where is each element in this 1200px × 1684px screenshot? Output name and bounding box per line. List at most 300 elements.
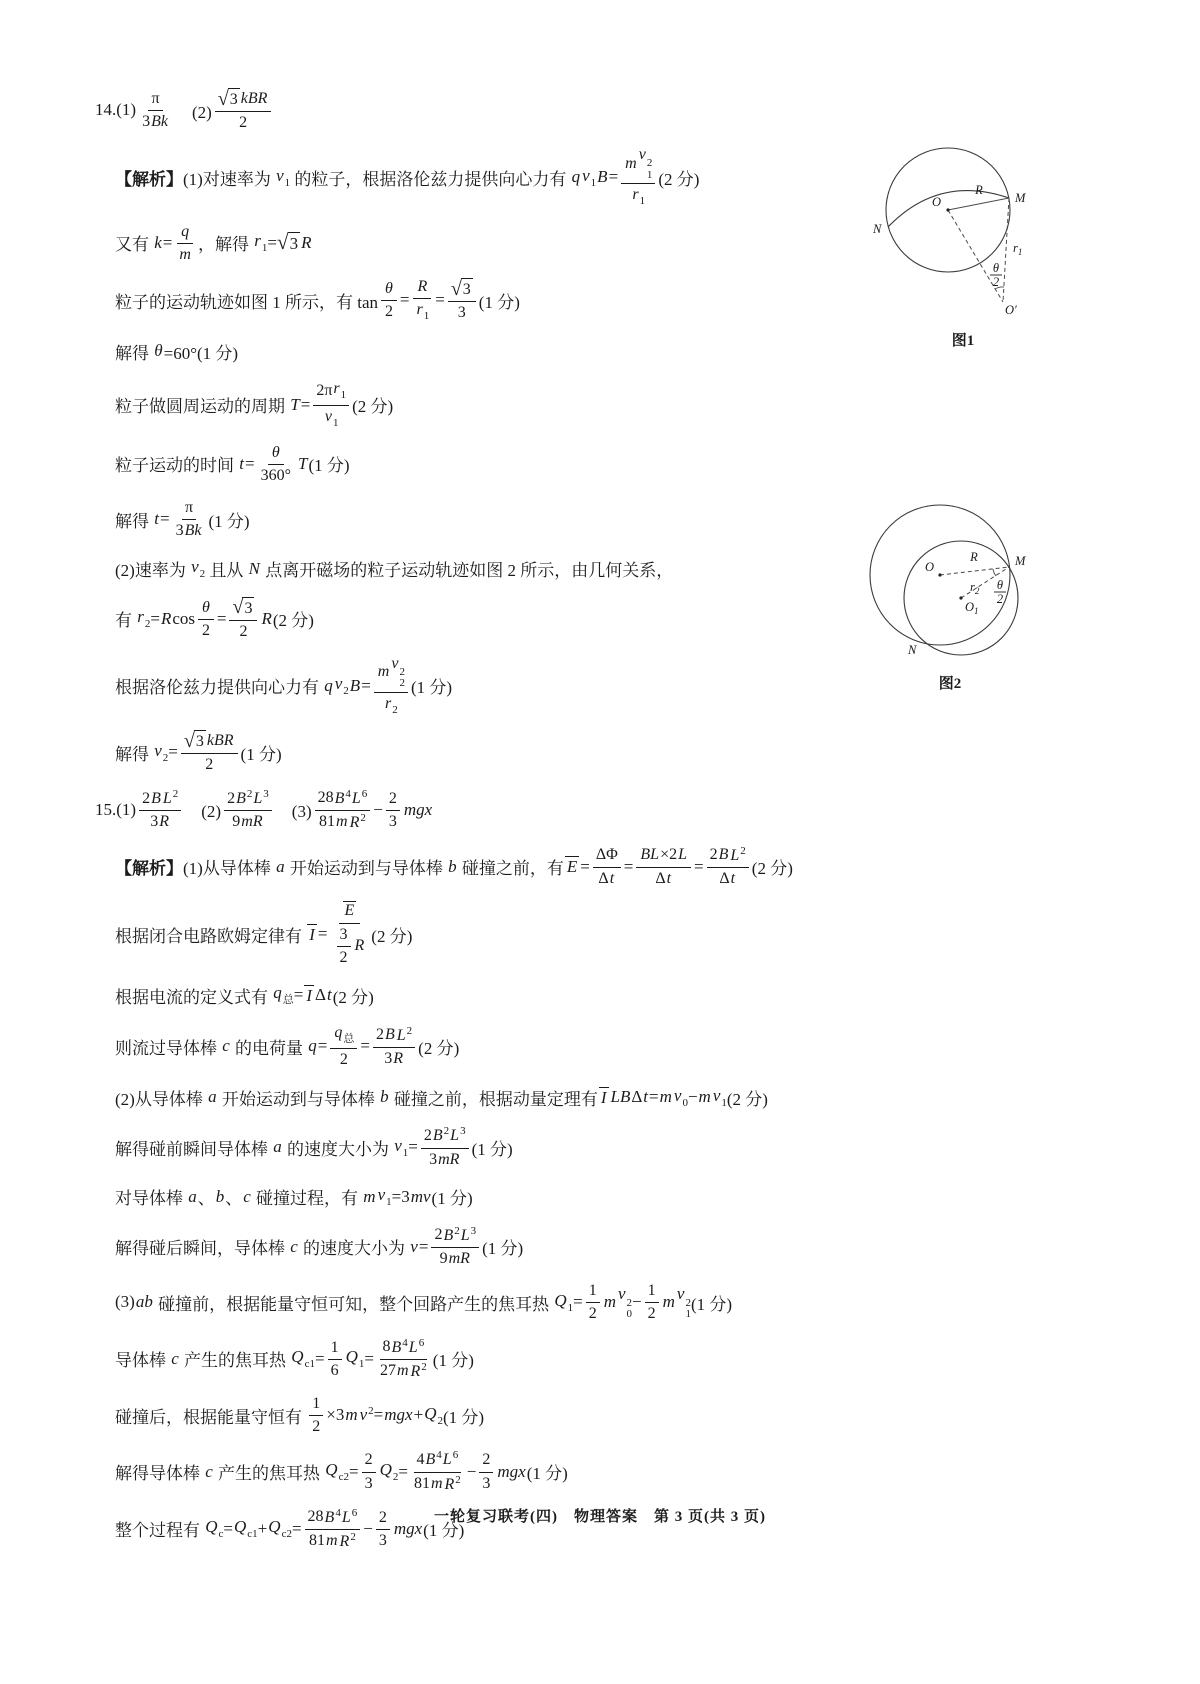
text-run: (2) (174, 102, 212, 122)
fraction (315, 788, 371, 832)
label-two: 2 (992, 275, 1000, 289)
text-run: 碰撞过程，有 (251, 1189, 363, 1209)
text-run: 3 (462, 281, 471, 299)
variable: mR (241, 813, 263, 831)
variable-superscript: $L^2$ (730, 844, 746, 864)
variable-superscript: $L^2$ (396, 1024, 413, 1044)
text-run: 2 (339, 1051, 348, 1069)
text-run: (1)对速率为 (183, 169, 276, 189)
fraction (636, 845, 691, 887)
fraction (412, 277, 432, 323)
text-run: 3 (195, 733, 204, 751)
variable-subscript: $v_0$ (673, 1085, 688, 1109)
variable-superscript: $B^2$ (443, 1224, 460, 1244)
text-run: 3 (457, 304, 466, 322)
variable-subscript: $v_1$ (582, 165, 597, 189)
variable: m (336, 813, 348, 831)
label-N: N (908, 643, 917, 657)
solution-line (115, 222, 895, 264)
text-run: 3 (378, 1531, 387, 1549)
variable: t (154, 509, 159, 529)
text-run: (1 分) (442, 1407, 485, 1427)
variable: m (179, 245, 191, 263)
variable: c (171, 1348, 179, 1368)
text-run: = (293, 985, 304, 1005)
figure-2-drawing (850, 495, 1050, 665)
text-run: (2 分) (332, 987, 374, 1007)
variable-subscript: $r_2$ (385, 695, 398, 716)
text-run: 9 (232, 813, 241, 831)
text-run: 粒子运动的时间 (115, 456, 239, 476)
variable: t (666, 869, 672, 887)
answer-line-14 (95, 88, 895, 132)
text-run: 、 (225, 1189, 243, 1209)
text-run: − (363, 1518, 373, 1538)
text-run: 解得导体棒 (115, 1464, 205, 1484)
text-run: 3 (388, 812, 397, 830)
text-run: (1 分) (240, 744, 282, 764)
text-run: Δ (315, 985, 326, 1005)
variable: m (659, 1087, 672, 1107)
fraction (386, 789, 400, 831)
dashed-M-Oprime-line (1003, 198, 1009, 302)
text-run: 解得碰前瞬间导体棒 (115, 1139, 273, 1159)
text-run: 1 (647, 1282, 656, 1300)
text-run: = (623, 856, 634, 876)
text-run: = (408, 1137, 418, 1157)
text-run: (1 分) (432, 1351, 474, 1371)
variable: m (377, 663, 390, 681)
variable-superscript: $B^4$ (425, 1449, 442, 1469)
variable: mgx (497, 1461, 526, 1481)
text-run: 3 (244, 599, 253, 617)
solution-line (115, 443, 895, 485)
text-run: 6 (330, 1361, 339, 1379)
text-run: 解得 (115, 343, 154, 363)
solution-line (115, 1023, 895, 1069)
variable-superscript: $v^2$ (359, 1405, 374, 1425)
text-run: 根据电流的定义式有 (115, 987, 273, 1007)
solution-line (115, 1449, 895, 1493)
text-run: 解得碰后瞬间，导体棒 (115, 1239, 290, 1259)
figure-1 (863, 122, 1063, 350)
text-run: (1 分) (431, 1189, 473, 1209)
fraction (362, 1450, 376, 1492)
text-run: = (317, 924, 328, 944)
text-run: (2 分) (352, 397, 394, 417)
text-run: 2 (588, 1305, 597, 1323)
radius-OM-line (948, 198, 1009, 210)
variable-subscript: $r_2$ (137, 607, 151, 631)
variable-superscript: $B^2$ (236, 788, 253, 808)
text-run: 的速度大小为 (282, 1139, 394, 1159)
overbar-variable: E (566, 857, 578, 877)
text-run: (2)速率为 (115, 561, 191, 581)
variable: q (324, 675, 333, 695)
fraction (621, 145, 655, 208)
variable: m (430, 1475, 443, 1493)
text-run: 4 (416, 1450, 425, 1468)
text-run: 2π (316, 382, 333, 400)
text-run: (2 分) (726, 1089, 768, 1109)
variable-subscript: $r_1$ (632, 186, 646, 208)
variable: LB (610, 1087, 631, 1107)
angle-arc (993, 569, 996, 576)
variable: ab (135, 1292, 153, 1312)
label-theta: θ (992, 261, 1000, 275)
text-run: 根据闭合电路欧姆定律有 (115, 926, 307, 946)
fraction (229, 597, 257, 641)
variable: R (354, 937, 365, 955)
square-root (218, 88, 240, 109)
text-run: 360° (260, 466, 291, 484)
variable-sub-sup: v 2 0 (617, 1283, 633, 1321)
solution-line (115, 1125, 895, 1168)
text-run: + (413, 1405, 424, 1425)
variable-superscript: $R^2$ (349, 811, 366, 831)
fraction (448, 278, 476, 322)
text-run: 81 (413, 1475, 430, 1493)
variable: c (290, 1236, 298, 1256)
text-run: (1)从导体棒 (183, 859, 276, 879)
fraction (139, 788, 181, 831)
text-run: = (435, 290, 445, 310)
variable: BL (640, 846, 660, 864)
variable-superscript: $R^2$ (410, 1360, 427, 1380)
text-run: π (184, 499, 194, 517)
variable: b (380, 1087, 389, 1107)
text-run: 、 (197, 1189, 215, 1209)
variable-subscript: $r_1$ (254, 231, 268, 255)
figure-2 (850, 495, 1050, 693)
center-O-dot (946, 208, 949, 211)
fraction (258, 443, 294, 485)
text-run: 3 (339, 925, 348, 943)
text-run: = (267, 232, 277, 252)
text-run: = (364, 1348, 374, 1368)
fraction (181, 730, 238, 774)
text-run: 产生的焦耳热 (213, 1464, 325, 1484)
text-run: ×2 (660, 846, 678, 864)
text-run: = (608, 167, 619, 187)
variable: a (273, 1137, 282, 1157)
variable: mv (410, 1186, 431, 1206)
text-run: − (466, 1461, 477, 1481)
fraction (224, 788, 272, 831)
variable-superscript: $B^2$ (432, 1125, 450, 1145)
text-run: 2 (239, 114, 248, 132)
text-run: 的电荷量 (230, 1038, 308, 1058)
text-run: 碰撞之前，有 (457, 859, 564, 879)
fraction (381, 279, 397, 321)
variable-subscript: $r_1$ (333, 380, 347, 402)
text-run: 则流过导体棒 (115, 1038, 222, 1058)
text-run: (2 分) (751, 859, 793, 879)
text-run: (1 分) (471, 1139, 513, 1159)
label-R: R (970, 550, 978, 564)
variable: k (154, 232, 162, 252)
label-N: N (873, 222, 882, 236)
text-run: 开始运动到与导体棒 (217, 1089, 380, 1109)
text-run: = (216, 608, 227, 628)
solution-line (115, 845, 895, 888)
solution-line (115, 1225, 895, 1268)
text-run: = (162, 232, 173, 252)
text-run: = (317, 1036, 328, 1056)
solution-line (115, 980, 895, 1010)
variable-subscript: $Q_{c1}$ (291, 1347, 315, 1371)
text-run: 碰撞后，根据能量守恒有 (115, 1407, 307, 1427)
text-run: = (694, 856, 704, 876)
fraction (175, 222, 195, 264)
radical-icon: √ (232, 596, 244, 619)
fraction (330, 1023, 357, 1069)
variable-sub-sup: v 2 1 (638, 146, 653, 181)
text-run: 对导体棒 (115, 1189, 188, 1209)
variable: t (643, 1087, 649, 1107)
label-M: M (1015, 191, 1026, 205)
label-theta: θ (996, 578, 1004, 592)
text-run: (2 分) (371, 926, 413, 946)
variable-subscript: $Q_2$ (379, 1460, 399, 1484)
radical-icon: √ (217, 87, 229, 110)
text-run: 碰撞前，根据能量守恒可知，整个回路产生的焦耳热 (153, 1294, 554, 1314)
text-run: (1 分) (478, 292, 520, 312)
text-run: 15.(1) (95, 799, 137, 819)
solution-line (115, 1337, 895, 1381)
text-run: 3 (229, 91, 238, 108)
variable-subscript: $Q_1$ (554, 1290, 574, 1314)
text-run: + (257, 1518, 268, 1538)
variable: kBR (206, 732, 234, 750)
fraction (373, 1025, 415, 1068)
variable: mgx (384, 1405, 413, 1425)
text-run: (2) (184, 802, 222, 822)
variable: B (597, 167, 608, 187)
solution-line (115, 1281, 895, 1323)
text-run: 3 (384, 1049, 393, 1067)
variable: B (151, 789, 161, 807)
text-run: 点离开磁场的粒子运动轨迹如图 2 所示，由几何关系， (260, 561, 674, 581)
variable: Bk (184, 522, 202, 540)
text-run: − (687, 1087, 698, 1107)
solution-line (115, 1182, 895, 1212)
variable: R (261, 608, 272, 628)
text-run: 产生的焦耳热 (179, 1351, 291, 1371)
label-O: O (924, 560, 934, 574)
text-run: = (361, 675, 371, 695)
text-run: = (573, 1292, 583, 1312)
text-run: 3 (289, 233, 299, 253)
variable: B (384, 1026, 395, 1044)
variable-subscript: $v_2$ (334, 674, 349, 698)
text-run: (2 分) (658, 169, 700, 189)
text-run: 2 (312, 1418, 321, 1436)
text-run: =60°(1 分) (163, 343, 239, 363)
variable-subscript: $r_1$ (416, 301, 430, 323)
variable-subscript: $v_1$ (712, 1085, 727, 1109)
fraction (173, 498, 206, 540)
variable: θ (202, 598, 210, 616)
text-run: − (632, 1292, 642, 1312)
variable-subscript: $Q_{c2}$ (268, 1517, 292, 1541)
text-run: 整个过程有 (115, 1521, 205, 1541)
fraction (331, 901, 369, 967)
solution-line (115, 654, 895, 717)
text-run: 2 (384, 303, 393, 321)
solution-line (115, 277, 895, 323)
center-O-dot (938, 573, 941, 576)
variable-subscript: $v_1$ (377, 1185, 392, 1209)
text-run: ΔΦ (595, 846, 618, 864)
variable-subscript: $v_2$ (191, 557, 206, 581)
text-run: Δ (631, 1087, 643, 1107)
variable: R (160, 608, 172, 628)
fraction (377, 1337, 430, 1381)
fraction (645, 1281, 659, 1323)
variable: m (325, 1532, 338, 1550)
label-M: M (1015, 554, 1026, 568)
fraction (374, 654, 408, 717)
variable: B (718, 846, 729, 864)
variable: m (603, 1292, 616, 1312)
text-run: (1 分) (208, 511, 250, 531)
text-run: 2 (482, 1451, 491, 1469)
variable: mR (448, 1250, 470, 1268)
text-run: 9 (439, 1250, 448, 1268)
radical-icon: √ (450, 277, 462, 300)
text-run: 2 (378, 1508, 387, 1526)
text-run: 28 (317, 789, 334, 807)
text-run: 2 (434, 1226, 443, 1244)
text-run: 81 (319, 813, 336, 831)
text-run: 2 (375, 1026, 384, 1044)
variable: θ (154, 341, 163, 361)
text-run: 粒子做圆周运动的周期 (115, 397, 290, 417)
center-O1-dot (959, 596, 962, 599)
variable: a (208, 1087, 217, 1107)
variable: B (349, 675, 361, 695)
variable: c (205, 1461, 213, 1481)
text-run: = (300, 394, 311, 414)
solution-line (115, 730, 895, 774)
overbar-variable: I (309, 924, 315, 944)
variable-subscript: $v_2$ (154, 740, 169, 764)
text-run: 2 (227, 789, 236, 807)
text-run: (2 分) (272, 611, 314, 631)
text-run: 1 (312, 1394, 321, 1412)
variable: T (290, 394, 300, 414)
variable-superscript: $B^4$ (391, 1336, 408, 1356)
text-run: = (418, 1236, 429, 1256)
text-run: π (151, 90, 160, 107)
text-run: 3 (175, 522, 184, 540)
text-run: (3) (274, 802, 312, 822)
solution-line (115, 597, 895, 641)
variable: a (188, 1186, 197, 1206)
text-run: (1 分) (423, 1521, 465, 1541)
variable: m (363, 1186, 376, 1206)
variable: m (345, 1405, 358, 1425)
text-run: 2 (201, 621, 210, 639)
variable: q (181, 222, 190, 240)
variable: q (308, 1036, 317, 1056)
variable: q (571, 167, 581, 187)
answer-line-15 (95, 788, 895, 832)
text-run: 又有 (115, 235, 154, 255)
variable-superscript: $R^2$ (444, 1473, 461, 1493)
variable: Bk (151, 113, 168, 131)
text-run: = (291, 1518, 302, 1538)
variable-subscript: $Q_1$ (345, 1347, 365, 1371)
variable-superscript: $L^6$ (408, 1336, 425, 1356)
overbar-variable: I (306, 985, 313, 1005)
variable: c (222, 1036, 230, 1056)
variable-superscript: $B^4$ (324, 1506, 341, 1526)
variable: θ (271, 443, 280, 461)
variable-superscript: $L^6$ (341, 1506, 358, 1526)
variable-superscript: $L^2$ (162, 788, 179, 808)
fraction (215, 88, 272, 132)
solution-line (115, 498, 895, 540)
variable: L (678, 846, 687, 864)
variable: t (730, 870, 736, 888)
text-run: = (159, 509, 170, 529)
text-run: 3 (364, 1474, 373, 1492)
variable: N (248, 558, 260, 578)
variable-subscript: $v_1$ (324, 407, 339, 429)
label-O1: $O_1$ (965, 600, 979, 616)
fraction (337, 925, 351, 967)
text-run: (1 分) (410, 678, 453, 698)
text-run: ×3 (326, 1405, 345, 1425)
text-run: (1 分) (308, 456, 350, 476)
variable: mR (438, 1150, 460, 1168)
text-run: 解得 (115, 744, 154, 764)
fraction (593, 845, 621, 887)
variable: t (326, 985, 332, 1005)
figure-1-drawing (863, 122, 1063, 322)
text-run: = (360, 1036, 370, 1056)
text-run: 8 (382, 1338, 391, 1356)
text-run: = (348, 1461, 359, 1481)
text-run: − (373, 799, 383, 819)
text-run: 【解析】 (115, 169, 183, 189)
text-run: 碰撞之前，根据动量定理有 (389, 1089, 598, 1109)
fraction (411, 1449, 464, 1493)
variable: b (215, 1186, 225, 1206)
square-root (451, 278, 473, 299)
text-run: =3 (391, 1186, 410, 1206)
variable: m (698, 1087, 711, 1107)
overbar-variable: I (600, 1088, 607, 1108)
text-run: 3 (482, 1474, 491, 1492)
solution-line (115, 1394, 895, 1436)
text-run: 2 (142, 789, 151, 807)
variable-superscript: $B^4$ (334, 787, 351, 807)
variable: t (609, 869, 615, 887)
variable-superscript: $L^6$ (351, 787, 368, 807)
variable-subscript: $q_总$ (334, 1024, 355, 1046)
variable: mgx (393, 1518, 423, 1538)
solution-line (115, 379, 895, 429)
variable: m (396, 1362, 409, 1380)
text-run: 导体棒 (115, 1351, 171, 1371)
solution-line (115, 554, 895, 584)
text-run: (1 分) (690, 1294, 733, 1314)
text-run: (3) (115, 1292, 135, 1312)
solution-line (115, 336, 895, 366)
